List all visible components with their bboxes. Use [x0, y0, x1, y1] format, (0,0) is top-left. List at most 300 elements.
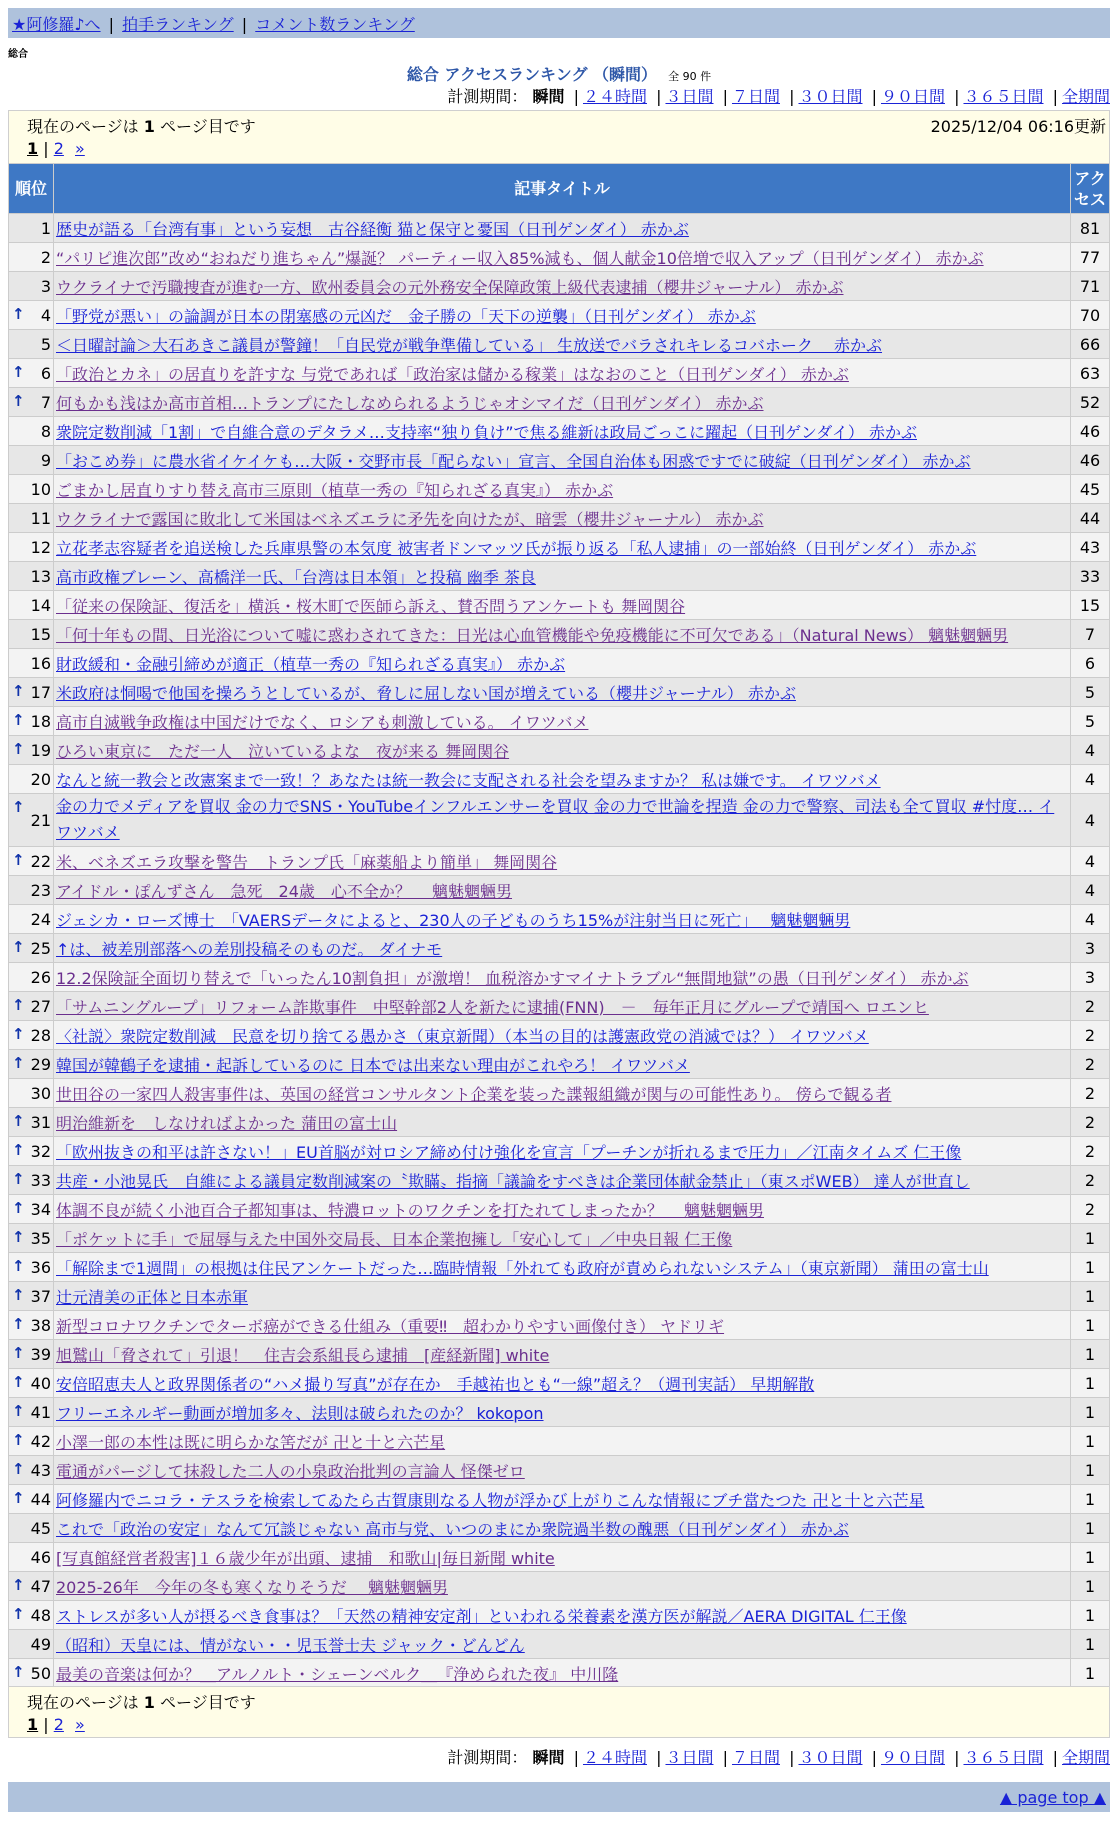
page-link-1[interactable]: 1 — [27, 1715, 39, 1734]
rank-number: 39 — [30, 1344, 51, 1364]
table-row — [9, 1572, 1109, 1600]
rank-cell — [9, 1369, 53, 1397]
rank-up-arrow-icon: ↑ — [12, 1431, 25, 1449]
article-link[interactable]: 小澤一郎の本性は既に明らかな筈だが 卍と十と六芒星 — [56, 1432, 446, 1452]
rank-up-arrow-icon: ↑ — [12, 1315, 25, 1333]
access-count: 52 — [1071, 388, 1109, 416]
rank-up-arrow-icon: ↑ — [12, 1199, 25, 1217]
article-link[interactable]: 共産・小池晃氏 自維による議員定数削減案の〝欺瞞〟指摘「議論をすべきは企業団体献金禁止」（東スポWEB） 達人が世直し — [56, 1171, 970, 1191]
rank-up-arrow-icon: ↑ — [12, 1576, 25, 1594]
rank-up-arrow-icon: ↑ — [12, 1257, 25, 1275]
nav-separator: | — [108, 15, 115, 34]
rank-cell — [9, 1572, 53, 1600]
title-cell — [54, 934, 1070, 962]
table-row — [9, 992, 1109, 1020]
rank-number: 48 — [30, 1605, 51, 1625]
rank-cell — [9, 1340, 53, 1368]
table-row — [9, 1195, 1109, 1223]
period-link-3d[interactable]: ３日間 — [665, 87, 714, 106]
access-count: 63 — [1071, 359, 1109, 387]
page-link-2[interactable]: 2 — [53, 139, 64, 158]
table-row — [9, 1659, 1109, 1687]
pager-bottom: 1 | 2 » — [27, 1715, 85, 1734]
next-page-link[interactable]: » — [75, 139, 85, 158]
access-count: 3 — [1071, 934, 1109, 962]
title-cell — [54, 707, 1070, 735]
rank-cell — [9, 417, 53, 445]
article-link[interactable]: 12.2保険証全面切り替えで「いったん10割負担」が激増！ 血税溶かすマイナトラブル“無間地獄”の愚（日刊ゲンダイ） 赤かぶ — [56, 968, 969, 988]
article-link[interactable]: 体調不良が続く小池百合子都知事は、特濃ロットのワクチンを打たれてしまったか？ 魑魅魍魎男 — [56, 1200, 764, 1220]
rank-number: 50 — [30, 1663, 51, 1683]
access-count: 2 — [1071, 1108, 1109, 1136]
rank-up-arrow-icon: ↑ — [12, 1228, 25, 1246]
article-link[interactable]: ＜日曜討論＞大石あきこ議員が警鐘！「自民党が戦争準備している」 生放送でバラされキレるコバホーク 赤かぶ — [56, 335, 883, 355]
title-cell — [54, 1195, 1070, 1223]
article-link[interactable]: 「従来の保険証、復活を」横浜・桜木町で医師ら訴え、賛否問うアンケートも 舞岡関谷 — [56, 596, 686, 616]
clap-ranking-link[interactable]: 拍手ランキング — [122, 15, 234, 34]
rank-number: 43 — [30, 1460, 51, 1480]
rank-number: 3 — [40, 276, 51, 296]
access-count: 15 — [1071, 591, 1109, 619]
access-count: 77 — [1071, 243, 1109, 271]
table-row — [9, 620, 1109, 648]
rank-number: 22 — [30, 851, 51, 871]
ranking-table — [8, 163, 1110, 1688]
rank-cell — [9, 1659, 53, 1687]
period-link-7d[interactable]: ７日間 — [731, 87, 780, 106]
rank-cell — [9, 330, 53, 358]
title-cell — [54, 475, 1070, 503]
access-count: 1 — [1071, 1224, 1109, 1252]
table-row — [9, 678, 1109, 706]
table-row — [9, 243, 1109, 271]
page-link-2[interactable]: 2 — [53, 1715, 64, 1734]
page-info-top — [8, 110, 1110, 164]
rank-up-arrow-icon: ↑ — [12, 1460, 25, 1478]
article-link[interactable]: ↑は、被差別部落への差別投稿そのものだ。 ダイナモ — [56, 939, 443, 959]
rank-number: 29 — [30, 1054, 51, 1074]
bottom-bar — [8, 1782, 1110, 1812]
access-count: 1 — [1071, 1485, 1109, 1513]
rank-up-arrow-icon: ↑ — [12, 798, 25, 816]
access-count: 1 — [1071, 1398, 1109, 1426]
period-label: 計測期間： — [447, 1748, 528, 1767]
title-cell — [54, 847, 1070, 875]
next-page-link[interactable]: » — [75, 1715, 85, 1734]
title-cell — [54, 992, 1070, 1020]
rank-cell — [9, 301, 53, 329]
access-count: 1 — [1071, 1253, 1109, 1281]
table-row — [9, 475, 1109, 503]
comment-ranking-link[interactable]: コメント数ランキング — [255, 15, 415, 34]
title-cell — [54, 620, 1070, 648]
table-row — [9, 1108, 1109, 1136]
access-count: 2 — [1071, 1050, 1109, 1078]
article-link[interactable]: 「政治とカネ」の居直りを許すな 与党であれば「政治家は儲かる稼業」はなおのこと（日刊ゲンダイ） 赤かぶ — [56, 364, 849, 384]
title-cell — [54, 388, 1070, 416]
page-status: 現在のページは 1 ページ目です — [27, 1693, 256, 1712]
access-count: 4 — [1071, 794, 1109, 846]
access-count: 1 — [1071, 1659, 1109, 1687]
rank-cell — [9, 1485, 53, 1513]
rank-cell — [9, 446, 53, 474]
rank-cell — [9, 1195, 53, 1223]
title-cell — [54, 1050, 1070, 1078]
rank-up-arrow-icon: ↑ — [12, 740, 25, 758]
rank-cell — [9, 1601, 53, 1629]
table-row — [9, 533, 1109, 561]
rank-cell — [9, 1166, 53, 1194]
period-selector-top: 計測期間： 瞬間 | ２４時間 | ３日間 | ７日間 | ３０日間 | ９０日間 | ３６５日間 | 全期間 — [447, 87, 1110, 106]
article-link[interactable]: これで「政治の安定」なんて冗談じゃない 高市与党、いつのまにか衆院過半数の醜悪（日刊ゲンダイ） 赤かぶ — [56, 1519, 849, 1539]
title-cell — [54, 214, 1070, 242]
table-row — [9, 1630, 1109, 1658]
rank-number: 24 — [30, 909, 51, 929]
rank-cell — [9, 214, 53, 242]
access-count: 1 — [1071, 1369, 1109, 1397]
rank-number: 14 — [30, 595, 51, 615]
rank-cell — [9, 1311, 53, 1339]
table-row — [9, 649, 1109, 677]
article-link[interactable]: 旭鷲山「脅されて」引退！ 住吉会系組長ら逮捕 [産経新聞] white — [56, 1345, 550, 1365]
rank-number: 33 — [30, 1170, 51, 1190]
article-link[interactable]: アイドル・ぽんずさん 急死 24歳 心不全か？ 魑魅魍魎男 — [56, 881, 513, 901]
title-cell — [54, 1369, 1070, 1397]
article-link[interactable]: ジェシカ・ローズ博士 「VAERSデータによると、230人の子どものうち15%が注射当日に死亡」 魑魅魍魎男 — [56, 910, 851, 930]
access-count: 2 — [1071, 1021, 1109, 1049]
period-label: 計測期間： — [447, 87, 528, 106]
access-count: 2 — [1071, 1166, 1109, 1194]
article-link[interactable]: 「ポケットに手」で屈辱与えた中国外交局長、日本企業抱擁し「安心して」／中央日報 仁王像 — [56, 1229, 733, 1249]
pager-top: 1 | 2 » — [27, 139, 85, 158]
title-cell — [54, 1514, 1070, 1542]
title-cell — [54, 1398, 1070, 1426]
access-count: 4 — [1071, 876, 1109, 904]
rank-cell — [9, 243, 53, 271]
home-link[interactable]: ★阿修羅♪へ — [12, 15, 101, 34]
access-count: 4 — [1071, 905, 1109, 933]
access-count: 5 — [1071, 678, 1109, 706]
table-row — [9, 1485, 1109, 1513]
table-row — [9, 876, 1109, 904]
table-row — [9, 417, 1109, 445]
period-current: 瞬間 — [532, 1748, 565, 1767]
article-link[interactable]: 世田谷の一家四人殺害事件は、英国の経営コンサルタント企業を装った諜報組織が関与の可能性あり。 傍らで観る者 — [56, 1084, 892, 1104]
title-cell — [54, 1456, 1070, 1484]
period-link-all[interactable]: 全期間 — [1061, 1748, 1110, 1767]
rank-up-arrow-icon: ↑ — [12, 305, 25, 323]
rank-cell — [9, 1282, 53, 1310]
period-selector-bottom: 計測期間： 瞬間 | ２４時間 | ３日間 | ７日間 | ３０日間 | ９０日間 | ３６５日間 | 全期間 — [447, 1748, 1110, 1767]
table-row — [9, 301, 1109, 329]
article-link[interactable]: なんと統一教会と改憲案まで一致！？あなたは統一教会に支配される社会を望みますか？ 私は嫌です。 イワツバメ — [56, 770, 881, 790]
top-nav-bar — [8, 8, 1110, 38]
access-count: 44 — [1071, 504, 1109, 532]
article-link[interactable]: 「おこめ券」に農水省イケイケも…大阪・交野市長「配らない」宣言、全国自治体も困惑ですでに破綻（日刊ゲンダイ） 赤かぶ — [56, 451, 971, 471]
rank-number: 18 — [30, 711, 51, 731]
article-link[interactable]: 2025-26年 今年の冬も寒くなりそうだ 魑魅魍魎男 — [56, 1577, 448, 1597]
article-link[interactable]: 阿修羅内でニコラ・テスラを検索してゐたら古賀康則なる人物が浮かび上がりこんな情報にブチ當たつた 卍と十と六芒星 — [56, 1490, 925, 1510]
title-cell — [54, 794, 1070, 846]
article-link[interactable]: 「何十年もの間、日光浴について嘘に惑わされてきた：日光は心血管機能や免疫機能に不可欠である」（Natural News） 魑魅魍魎男 — [56, 625, 1009, 645]
article-link[interactable]: 韓国が韓鶴子を逮捕・起訴しているのに 日本では出来ない理由がこれやろ！ イワツバメ — [56, 1055, 690, 1075]
rank-up-arrow-icon: ↑ — [12, 1605, 25, 1623]
rank-cell — [9, 1543, 53, 1571]
table-row — [9, 591, 1109, 619]
col-header-title: 記事タイトル — [54, 164, 1070, 213]
table-row — [9, 847, 1109, 875]
article-link[interactable]: 「サムニングループ」リフォーム詐欺事件 中堅幹部2人を新たに逮捕(FNN) － 毎年正月にグループで靖国へ ロエンヒ — [56, 997, 929, 1017]
period-link-365d[interactable]: ３６５日間 — [963, 87, 1044, 106]
access-count: 70 — [1071, 301, 1109, 329]
period-link-30d[interactable]: ３０日間 — [798, 87, 863, 106]
rank-up-arrow-icon: ↑ — [12, 682, 25, 700]
table-row — [9, 330, 1109, 358]
article-link[interactable]: [写真館経営者殺害]１６歳少年が出頭、逮捕 和歌山|毎日新聞 white — [56, 1548, 555, 1568]
rank-cell — [9, 992, 53, 1020]
rank-number: 8 — [40, 421, 51, 441]
rank-up-arrow-icon: ↑ — [12, 1489, 25, 1507]
title-cell — [54, 1572, 1070, 1600]
table-row — [9, 272, 1109, 300]
rank-cell — [9, 707, 53, 735]
title-cell — [54, 1021, 1070, 1049]
table-row — [9, 359, 1109, 387]
rank-cell — [9, 1398, 53, 1426]
rank-up-arrow-icon: ↑ — [12, 1054, 25, 1072]
title-cell — [54, 1166, 1070, 1194]
rank-cell — [9, 765, 53, 793]
rank-cell — [9, 562, 53, 590]
rank-number: 7 — [40, 392, 51, 412]
table-row — [9, 707, 1109, 735]
col-header-access: アクセス — [1071, 164, 1109, 213]
table-row — [9, 1543, 1109, 1571]
table-row — [9, 1282, 1109, 1310]
rank-up-arrow-icon: ↑ — [12, 1344, 25, 1362]
rank-number: 45 — [30, 1518, 51, 1538]
rank-up-arrow-icon: ↑ — [12, 851, 25, 869]
access-count: 2 — [1071, 1079, 1109, 1107]
article-link[interactable]: 何もかも浅はか高市首相…トランプにたしなめられるようじゃオシマイだ（日刊ゲンダイ） 赤かぶ — [56, 393, 764, 413]
rank-number: 17 — [30, 682, 51, 702]
rank-number: 49 — [30, 1634, 51, 1654]
article-link[interactable]: （昭和）天皇には、情がない・・児玉誉士夫 ジャック・どんどん — [56, 1635, 525, 1655]
rank-number: 46 — [30, 1547, 51, 1567]
rank-cell — [9, 1630, 53, 1658]
rank-number: 30 — [30, 1083, 51, 1103]
article-link[interactable]: 「野党が悪い」の論調が日本の閉塞感の元凶だ 金子勝の「天下の逆襲」（日刊ゲンダイ） 赤かぶ — [56, 306, 756, 326]
rank-up-arrow-icon: ↑ — [12, 1170, 25, 1188]
article-link[interactable]: ウクライナで露国に敗北して米国はベネズエラに矛先を向けたが、暗雲（櫻井ジャーナル） 赤かぶ — [56, 509, 764, 529]
rank-number: 21 — [30, 810, 51, 830]
title-cell — [54, 1630, 1070, 1658]
table-row — [9, 934, 1109, 962]
table-row — [9, 388, 1109, 416]
rank-number: 40 — [30, 1373, 51, 1393]
rank-number: 36 — [30, 1257, 51, 1277]
period-link-90d[interactable]: ９０日間 — [880, 1748, 945, 1767]
title-cell — [54, 1601, 1070, 1629]
article-link[interactable]: 安倍昭恵夫人と政界関係者の“ハメ撮り写真”が存在か 手越祐也とも“一線”超え？（週刊実話） 早期解散 — [56, 1374, 815, 1394]
rank-cell — [9, 794, 53, 846]
title-cell — [54, 963, 1070, 991]
rank-up-arrow-icon: ↑ — [12, 938, 25, 956]
title-cell — [54, 243, 1070, 271]
rank-cell — [9, 678, 53, 706]
period-link-7d[interactable]: ７日間 — [731, 1748, 780, 1767]
article-link[interactable]: ストレスが多い人が摂るべき食事は？「天然の精神安定剤」といわれる栄養素を漢方医が解説／AERA DIGITAL 仁王像 — [56, 1606, 907, 1626]
title-cell — [54, 1079, 1070, 1107]
article-link[interactable]: 米政府は恫喝で他国を操ろうとしているが、脅しに屈しない国が増えている（櫻井ジャーナル） 赤かぶ — [56, 683, 796, 703]
article-link[interactable]: “パリピ進次郎”改め“おねだり進ちゃん”爆誕？ パーティー収入85%減も、個人献金10倍増で収入アップ（日刊ゲンダイ） 赤かぶ — [56, 248, 984, 268]
table-row — [9, 963, 1109, 991]
table-row — [9, 905, 1109, 933]
rank-up-arrow-icon: ↑ — [12, 1286, 25, 1304]
access-count: 4 — [1071, 765, 1109, 793]
section-label: 総合 — [8, 49, 28, 60]
period-link-24h[interactable]: ２４時間 — [582, 1748, 647, 1767]
access-count: 1 — [1071, 1282, 1109, 1310]
table-row — [9, 1021, 1109, 1049]
page-status: 現在のページは 1 ページ目です — [27, 117, 256, 136]
rank-cell — [9, 1456, 53, 1484]
period-link-365d[interactable]: ３６５日間 — [963, 1748, 1044, 1767]
table-row — [9, 1398, 1109, 1426]
article-link[interactable]: 「欧州抜きの和平は許さない！」EU首脳が対ロシア締め付け強化を宣言「プーチンが折れるまで圧力」／江南タイムズ 仁王像 — [56, 1142, 962, 1162]
rank-number: 2 — [40, 247, 51, 267]
article-link[interactable]: 衆院定数削減「1割」で自維合意のデタラメ…支持率“独り負け”で焦る維新は政局ごっこに躍起（日刊ゲンダイ） 赤かぶ — [56, 422, 917, 442]
access-count: 1 — [1071, 1427, 1109, 1455]
access-count: 7 — [1071, 620, 1109, 648]
rank-number: 1 — [40, 218, 51, 238]
access-count: 4 — [1071, 736, 1109, 764]
article-link[interactable]: 電通がパージして抹殺した二人の小泉政治批判の言論人 怪傑ゼロ — [56, 1461, 525, 1481]
article-link[interactable]: フリーエネルギー動画が増加多々、法則は破られたのか？ kokopon — [56, 1403, 544, 1423]
access-count: 81 — [1071, 214, 1109, 242]
rank-cell — [9, 475, 53, 503]
article-link[interactable]: 〈社説〉衆院定数削減 民意を切り捨てる愚かさ（東京新聞）（本当の目的は護憲政党の消滅では？） イワツバメ — [56, 1026, 869, 1046]
rank-number: 27 — [30, 996, 51, 1016]
article-link[interactable]: 歴史が語る「台湾有事」という妄想 古谷経衡 猫と保守と憂国（日刊ゲンダイ） 赤かぶ — [56, 219, 689, 239]
rank-number: 20 — [30, 769, 51, 789]
rank-number: 42 — [30, 1431, 51, 1451]
rank-cell — [9, 1050, 53, 1078]
title-cell — [54, 765, 1070, 793]
page-info-bottom — [8, 1686, 1110, 1738]
rank-cell — [9, 736, 53, 764]
table-row — [9, 214, 1109, 242]
article-link[interactable]: 新型コロナワクチンでターボ癌ができる仕組み（重要‼ 超わかりやすい画像付き） ヤドリギ — [56, 1316, 725, 1336]
title-cell — [54, 678, 1070, 706]
rank-number: 28 — [30, 1025, 51, 1045]
table-row — [9, 446, 1109, 474]
period-link-90d[interactable]: ９０日間 — [880, 87, 945, 106]
access-count: 3 — [1071, 963, 1109, 991]
table-row — [9, 1311, 1109, 1339]
rank-cell — [9, 620, 53, 648]
rank-cell — [9, 847, 53, 875]
rank-up-arrow-icon: ↑ — [12, 363, 25, 381]
updated-time: 2025/12/04 06:16更新 — [930, 117, 1106, 136]
access-count: 71 — [1071, 272, 1109, 300]
rank-number: 26 — [30, 967, 51, 987]
rank-cell — [9, 359, 53, 387]
rank-number: 23 — [30, 880, 51, 900]
article-link[interactable]: 立花孝志容疑者を追送検した兵庫県警の本気度 被害者ドンマッツ氏が振り返る「私人逮捕」の一部始終（日刊ゲンダイ） 赤かぶ — [56, 538, 977, 558]
table-row — [9, 1050, 1109, 1078]
title-cell — [54, 1427, 1070, 1455]
title-cell — [54, 1311, 1070, 1339]
title-cell — [54, 1253, 1070, 1281]
rank-number: 41 — [30, 1402, 51, 1422]
rank-number: 44 — [30, 1489, 51, 1509]
title-cell — [54, 504, 1070, 532]
title-cell — [54, 330, 1070, 358]
rank-cell — [9, 272, 53, 300]
title-cell — [54, 301, 1070, 329]
page-link-1[interactable]: 1 — [27, 139, 39, 158]
article-link[interactable]: 財政緩和・金融引締めが適正（植草一秀の『知られざる真実』） 赤かぶ — [56, 654, 566, 674]
rank-cell — [9, 1079, 53, 1107]
rank-cell — [9, 533, 53, 561]
title-cell — [54, 359, 1070, 387]
period-link-24h[interactable]: ２４時間 — [582, 87, 647, 106]
rank-number: 11 — [30, 508, 51, 528]
table-row — [9, 1224, 1109, 1252]
item-count: 全 90 件 — [668, 70, 712, 83]
title-cell — [54, 417, 1070, 445]
article-link[interactable]: 米、ベネズエラ攻撃を警告 トランプ氏「麻薬船より簡単」 舞岡関谷 — [56, 852, 558, 872]
article-link[interactable]: 高市自滅戦争政権は中国だけでなく、ロシアも刺激している。 イワツバメ — [56, 712, 589, 732]
access-count: 45 — [1071, 475, 1109, 503]
access-count: 1 — [1071, 1630, 1109, 1658]
rank-up-arrow-icon: ↑ — [12, 1141, 25, 1159]
rank-cell — [9, 1108, 53, 1136]
article-link[interactable]: ごまかし居直りすり替え高市三原則（植草一秀の『知られざる真実』） 赤かぶ — [56, 480, 614, 500]
access-count: 1 — [1071, 1514, 1109, 1542]
rank-number: 5 — [40, 334, 51, 354]
table-row — [9, 1514, 1109, 1542]
period-link-all[interactable]: 全期間 — [1061, 87, 1110, 106]
title-cell — [54, 272, 1070, 300]
title-cell — [54, 736, 1070, 764]
rank-number: 4 — [40, 305, 51, 325]
article-link[interactable]: 金の力でメディアを買収 金の力でSNS・YouTubeインフルエンサーを買収 金の力で世論を捏造 金の力で警察、司法も全て買収 #忖度… イワツバメ — [56, 797, 1055, 842]
rank-cell — [9, 649, 53, 677]
table-row — [9, 504, 1109, 532]
period-link-3d[interactable]: ３日間 — [665, 1748, 714, 1767]
table-row — [9, 1137, 1109, 1165]
table-row — [9, 1340, 1109, 1368]
title-cell — [54, 1340, 1070, 1368]
period-link-30d[interactable]: ３０日間 — [798, 1748, 863, 1767]
article-link[interactable]: 最美の音楽は何か？＿アルノルト・シェーンベルク＿『浄められた夜』 中川隆 — [56, 1664, 619, 1684]
title-cell — [54, 1485, 1070, 1513]
rank-number: 6 — [40, 363, 51, 383]
article-link[interactable]: 高市政権ブレーン、高橋洋一氏、「台湾は日本領」と投稿 幽季 茶良 — [56, 567, 536, 587]
article-link[interactable]: ひろい東京に ただ一人 泣いているよな 夜が来る 舞岡関谷 — [56, 741, 510, 761]
article-link[interactable]: 辻元清美の正体と日本赤軍 — [56, 1287, 249, 1307]
title-cell — [54, 533, 1070, 561]
rank-number: 31 — [30, 1112, 51, 1132]
rank-number: 13 — [30, 566, 51, 586]
article-link[interactable]: 「解除まで1週間」の根拠は住民アンケートだった…臨時情報「外れても政府が責められないシステム」（東京新聞） 蒲田の富士山 — [56, 1258, 989, 1278]
page-top-link[interactable]: ▲ page top ▲ — [999, 1788, 1106, 1807]
article-link[interactable]: 明治維新を しなければよかった 蒲田の富士山 — [56, 1113, 398, 1133]
article-link[interactable]: ウクライナで汚職捜査が進む一方、欧州委員会の元外務安全保障政策上級代表逮捕（櫻井ジャーナル） 赤かぶ — [56, 277, 844, 297]
page-title: 総合 アクセスランキング （瞬間） — [406, 65, 658, 84]
